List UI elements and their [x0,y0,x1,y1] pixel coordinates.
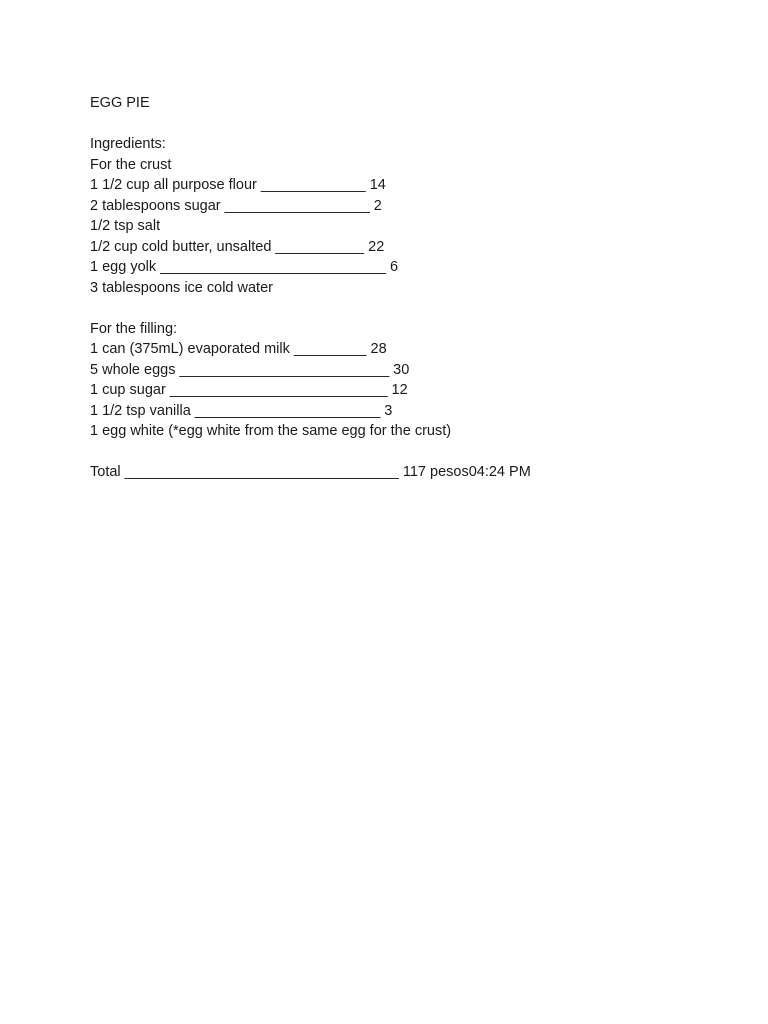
crust-line-butter: 1/2 cup cold butter, unsalted ___________ 22 [90,238,385,255]
spacer [90,114,710,135]
crust-line-sugar: 2 tablespoons sugar __________________ 2 [90,197,382,214]
crust-heading: For the crust [90,156,172,173]
recipe-text [90,93,710,483]
crust-line-egg-yolk: 1 egg yolk ____________________________ 6 [90,259,399,275]
crust-line-flour: 1 1/2 cup all purpose flour _____________ 14 [90,177,386,193]
filling-line-milk: 1 can (375mL) evaporated milk _________ 28 [90,341,387,357]
ingredients-heading: Ingredients: [90,136,166,152]
filling-line-vanilla: 1 1/2 tsp vanilla _______________________ 3 [90,402,393,419]
filling-line-eggs: 5 whole eggs __________________________ 30 [90,361,410,378]
crust-line-salt: 1/2 tsp salt [90,218,161,234]
filling-heading: For the filling: [90,320,178,337]
crust-line-water: 3 tablespoons ice cold water [90,279,273,296]
recipe-title: EGG PIE [90,95,150,111]
filling-line-egg-white: 1 egg white (*egg white from the same egg for the crust) [90,423,452,439]
total-line: Total __________________________________ 117 pesos04:24 PM [90,464,531,480]
spacer [90,298,710,319]
filling-line-sugar: 1 cup sugar ___________________________ 12 [90,382,408,398]
spacer [90,442,710,463]
